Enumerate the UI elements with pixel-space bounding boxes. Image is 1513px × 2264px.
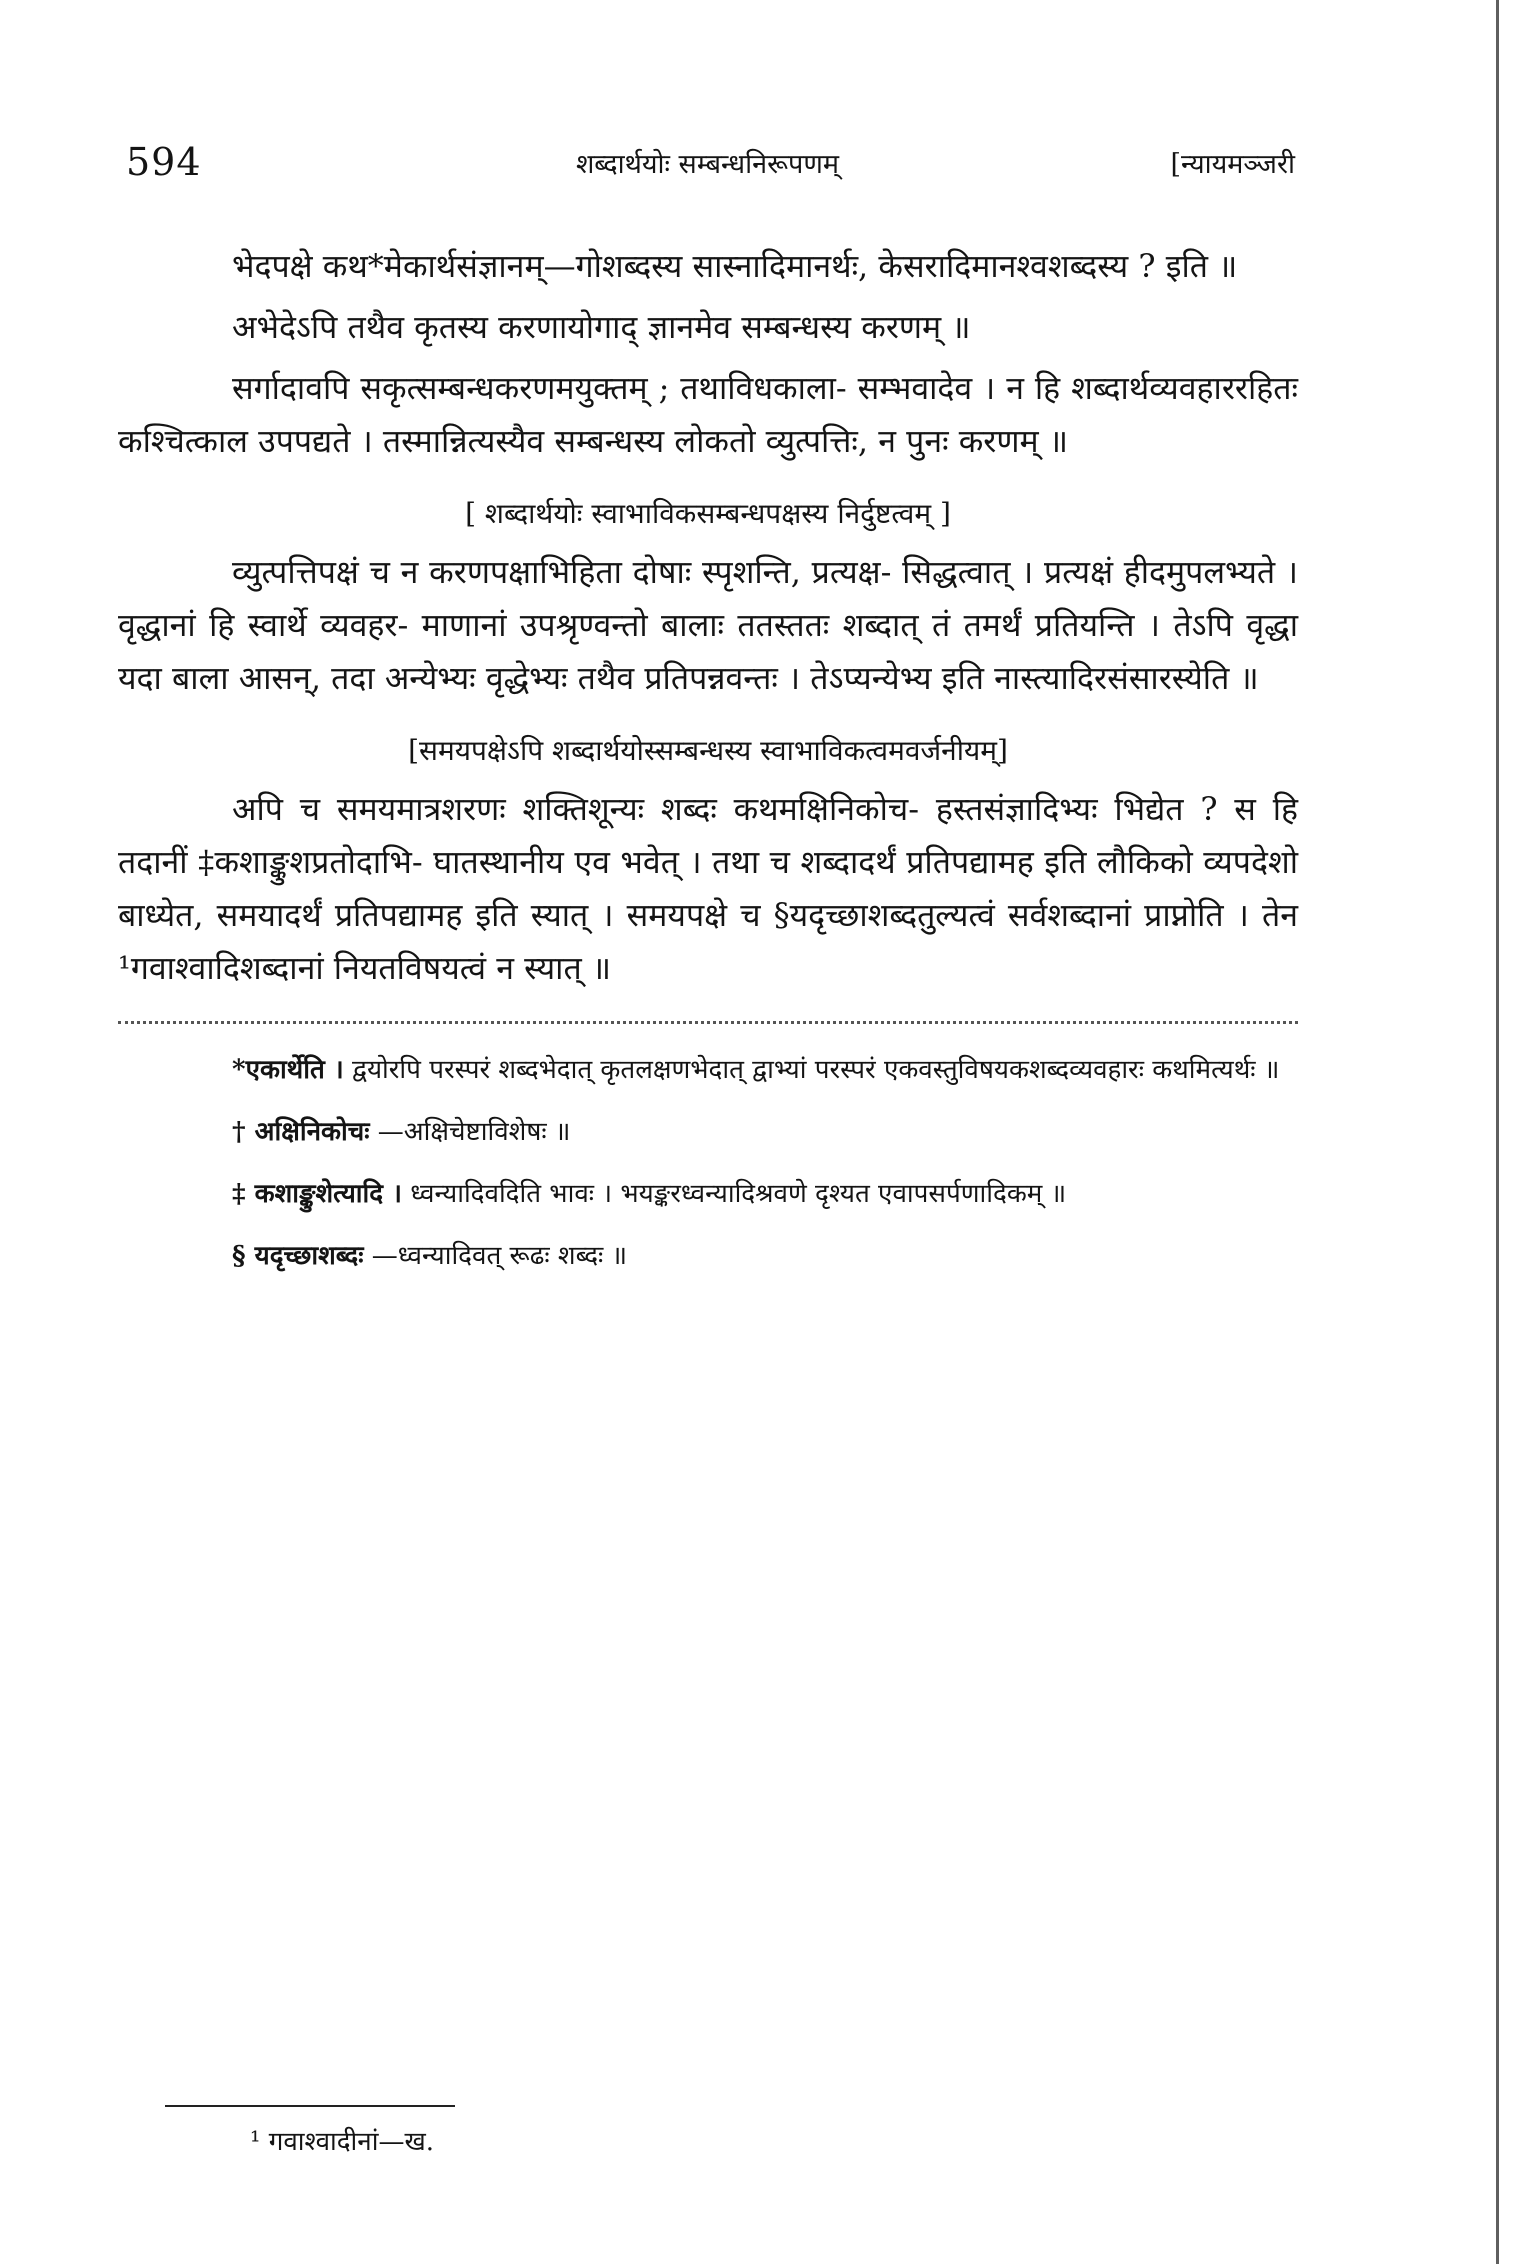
section-label: [न्यायमञ्जरी: [1170, 149, 1295, 180]
section-heading: [ शब्दार्थयोः स्वाभाविकसम्बन्धपक्षस्य निर्दुष्टत्वम् ]: [465, 497, 951, 530]
note-text: —ध्वन्यादिवत् रूढः शब्दः ॥: [371, 1241, 628, 1271]
commentary-note: [118, 1108, 1298, 1156]
running-title: शब्दार्थयोः सम्बन्धनिरूपणम्: [575, 149, 840, 180]
note-text: ध्वन्यादिवदिति भावः । भयङ्करध्वन्यादिश्रवणे दृश्यत एवापसर्पणादिकम् ॥: [410, 1179, 1067, 1209]
page-binding-edge: [1496, 0, 1499, 2264]
note-head: † अक्षिनिकोचः: [232, 1117, 370, 1147]
paragraph: अभेदेऽपि तथैव कृतस्य करणायोगाद् ज्ञानमेव सम्बन्धस्य करणम् ॥: [232, 308, 971, 346]
paragraph: सर्गादावपि सकृत्सम्बन्धकरणमयुक्तम् ; तथाविधकाला- सम्भवादेव । न हि शब्दार्थव्यवहाररहितः कश्चित्काल उपपद्यते । तस्मान्नित्यस्यैव सम्बन्धस्य लोकतो व्युत्पत्तिः, न पुनः करणम् ॥: [118, 369, 1298, 460]
commentary-note: [118, 1232, 1298, 1280]
page-header: [120, 140, 1295, 190]
commentary-note: [118, 1046, 1298, 1094]
footnote: ¹ गवाश्वादीनां—ख.: [250, 2127, 434, 2157]
paragraph: व्युत्पत्तिपक्षं च न करणपक्षाभिहिता दोषाः स्पृशन्ति, प्रत्यक्ष- सिद्धत्वात् । प्रत्यक्षं हीदमुपलभ्यते । वृद्धानां हि स्वार्थे व्यवहर- माणानां उपश्रृण्वन्तो बालाः ततस्ततः शब्दात् तं तमर्थं प्रतियन्ति । तेऽपि वृद्धा यदा बाला आसन्, तदा अन्येभ्यः वृद्धेभ्यः तथैव प्रतिपन्नवन्तः । तेऽप्यन्येभ्य इति नास्त्यादिरसंसारस्येति ॥: [118, 553, 1298, 697]
paragraph: अपि च समयमात्रशरणः शक्तिशून्यः शब्दः कथमक्षिनिकोच- हस्तसंज्ञादिभ्यः भिद्येत ? स हि तदानीं ‡कशाङ्कुशप्रतोदाभि- घातस्थानीय एव भवेत् । तथा च शब्दादर्थं प्रतिपद्यामह इति लौकिको व्यपदेशो बाध्येत, समयादर्थं प्रतिपद्यामह इति स्यात् । समयपक्षे च §यदृच्छाशब्दतुल्यत्वं सर्वशब्दानां प्राप्नोति । तेन ¹गवाश्वादिशब्दानां नियतविषयत्वं न स्यात् ॥: [118, 790, 1298, 987]
note-head: *एकार्थेति ।: [232, 1055, 344, 1085]
footnote-rule: [165, 2105, 455, 2107]
page-number: 594: [126, 140, 202, 184]
paragraph: भेदपक्षे कथ*मेकार्थसंज्ञानम्—गोशब्दस्य सास्नादिमानर्थः, केसरादिमानश्वशब्दस्य ? इति ॥: [232, 247, 1238, 285]
notes-divider: [118, 1021, 1298, 1024]
note-text: —अक्षिचेष्टाविशेषः ॥: [377, 1117, 571, 1147]
note-head: ‡ कशाङ्कुशेत्यादि ।: [232, 1179, 402, 1209]
main-text: [118, 240, 1298, 1294]
section-heading: [समयपक्षेऽपि शब्दार्थयोस्सम्बन्धस्य स्वाभाविकत्वमवर्जनीयम्]: [408, 734, 1008, 767]
note-text: द्वयोरपि परस्परं शब्दभेदात् कृतलक्षणभेदात् द्वाभ्यां परस्परं एकवस्तुविषयकशब्दव्यवहारः कथमित्यर्थः ॥: [352, 1055, 1280, 1085]
commentary-note: [118, 1170, 1298, 1218]
note-head: § यदृच्छाशब्दः: [232, 1241, 364, 1271]
